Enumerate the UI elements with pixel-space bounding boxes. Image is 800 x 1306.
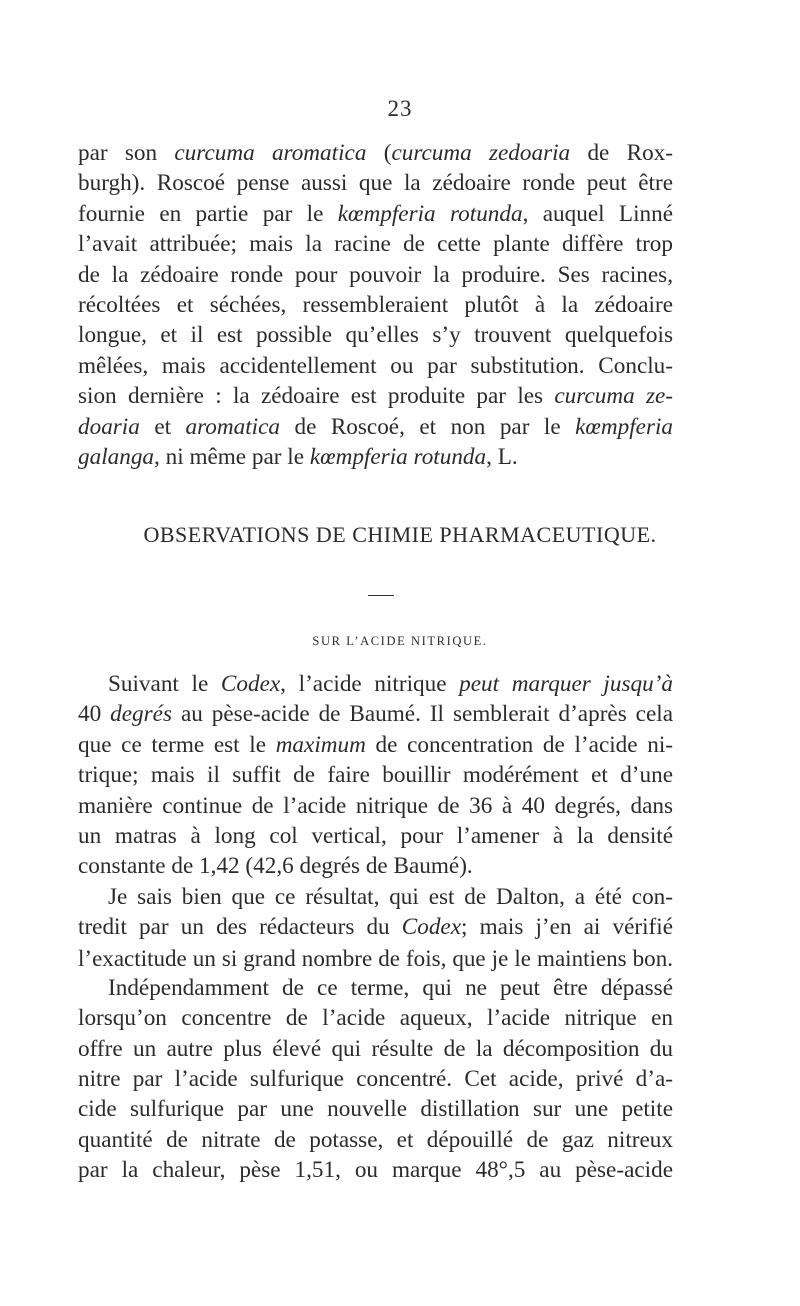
text-line: burgh). Roscoé pense aussi que la zédoaire ronde peut être xyxy=(78,170,673,197)
text-line: de la zédoaire ronde pour pouvoir la produire. Ses racines, xyxy=(78,261,673,288)
text-line: Suivant le Codex, l’acide nitrique peut marquer jusqu’à xyxy=(108,671,673,697)
text-line: constante de 1,42 (42,6 degrés de Baumé). xyxy=(78,853,473,880)
text-line: doaria et aromatica de Roscoé, et non par le kœmpferia xyxy=(78,413,673,440)
text-line: lorsqu’on concentre de l’acide aqueux, l’acide nitrique en xyxy=(78,1005,673,1032)
text-line: récoltées et séchées, ressembleraient plutôt à la zédoaire xyxy=(78,291,673,318)
text-line: l’exactitude un si grand nombre de fois, que je le maintiens bon. xyxy=(78,944,673,971)
text-line: offre un autre plus élevé qui résulte de la décomposition du xyxy=(78,1035,673,1062)
text-line: par la chaleur, pèse 1,51, ou marque 48°,5 au pèse-acide xyxy=(78,1157,673,1184)
text-line: un matras à long col vertical, pour l’amener à la densité xyxy=(78,822,673,849)
text-line: fournie en partie par le kœmpferia rotunda, auquel Linné xyxy=(78,200,673,227)
text-line: mêlées, mais accidentellement ou par substitution. Conclu- xyxy=(78,352,673,379)
text-line: sion dernière : la zédoaire est produite par les curcuma ze- xyxy=(78,383,673,410)
text-line: longue, et il est possible qu’elles s’y trouvent quelquefois xyxy=(78,322,673,349)
text-line: l’avait attribuée; mais la racine de cette plante diffère trop xyxy=(78,231,673,258)
section-title: OBSERVATIONS DE CHIMIE PHARMACEUTIQUE. xyxy=(143,522,657,547)
section-divider xyxy=(368,595,394,596)
text-line: tredit par un des rédacteurs du Codex; mais j’en ai vérifié xyxy=(78,914,673,941)
text-line: que ce terme est le maximum de concentration de l’acide ni- xyxy=(78,731,673,758)
paragraph-zedoaire xyxy=(78,138,673,472)
text-line: par son curcuma aromatica (curcuma zedoaria de Rox- xyxy=(78,140,673,166)
article-body xyxy=(78,669,673,1186)
text-line: 40 degrés au pèse-acide de Baumé. Il semblerait d’après cela xyxy=(78,701,673,728)
text-line: nitre par l’acide sulfurique concentré. Cet acide, privé d’a- xyxy=(78,1066,673,1093)
text-line: trique; mais il suffit de faire bouillir modérément et d’une xyxy=(78,762,673,789)
page-number: 23 xyxy=(387,96,413,121)
text-line: quantité de nitrate de potasse, et dépouillé de gaz nitreux xyxy=(78,1126,673,1153)
text-line: manière continue de l’acide nitrique de 36 à 40 degrés, dans xyxy=(78,792,673,819)
text-line: Je sais bien que ce résultat, qui est de Dalton, a été con- xyxy=(108,883,673,910)
subsection-title: SUR L’ACIDE NITRIQUE. xyxy=(312,634,488,648)
text-line: cide sulfurique par une nouvelle distillation sur une petite xyxy=(78,1096,673,1123)
text-line: Indépendamment de ce terme, qui ne peut être dépassé xyxy=(108,974,673,1001)
text-line: galanga, ni même par le kœmpferia rotunda, L. xyxy=(78,443,518,470)
